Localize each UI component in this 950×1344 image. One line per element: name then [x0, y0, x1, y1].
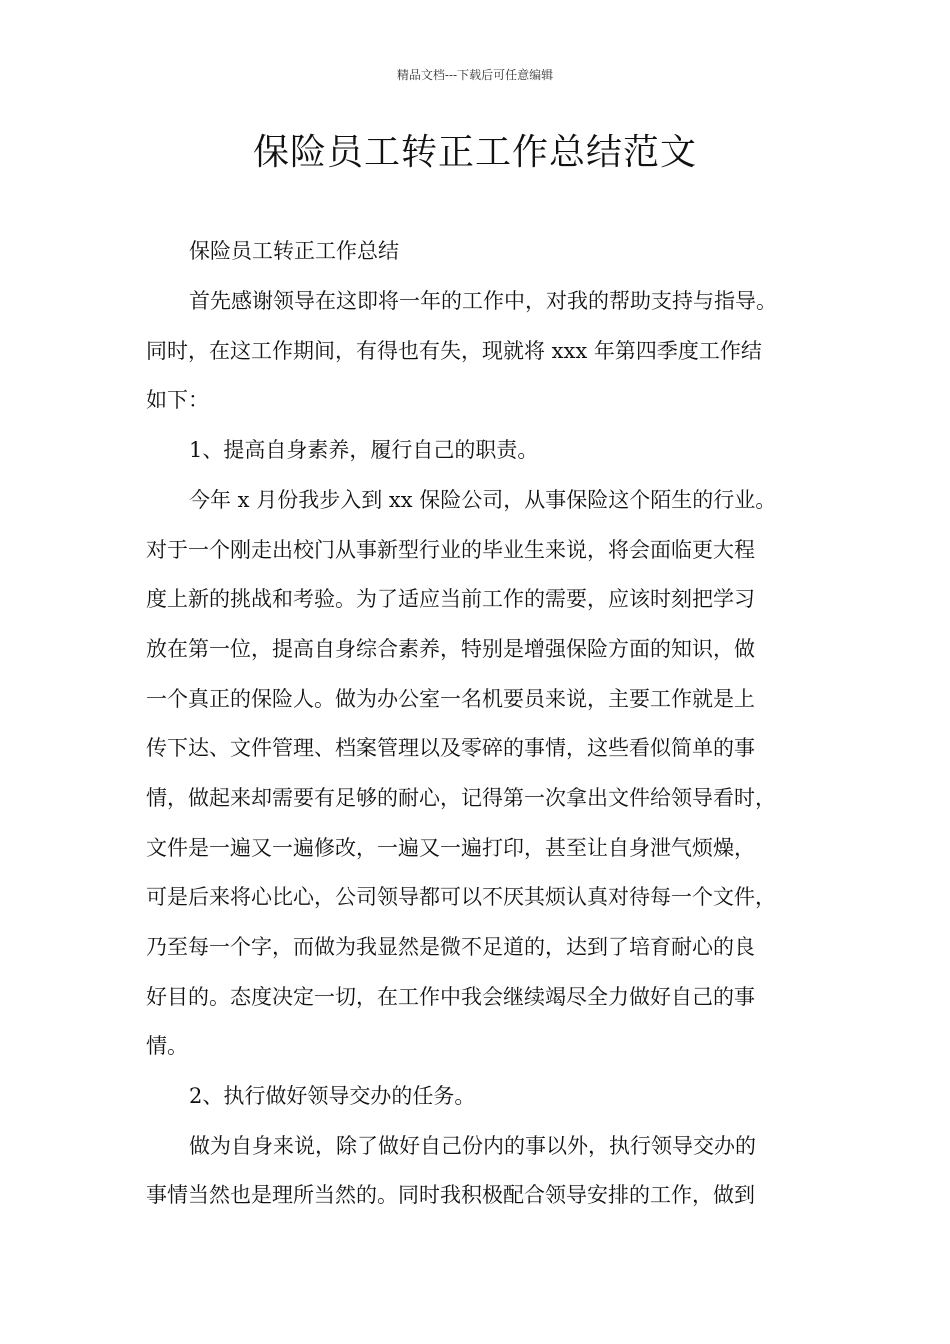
paragraph-line: 传下达、文件管理、档案管理以及零碎的事情，这些看似简单的事 [146, 736, 755, 760]
paragraph-line: 同时，在这工作期间，有得也有失，现就将 xxx 年第四季度工作结 [146, 339, 762, 363]
paragraph-line: 做为自身来说，除了做好自己份内的事以外，执行领导交办的 [189, 1134, 756, 1158]
paragraph-line: 今年 x 月份我步入到 xx 保险公司，从事保险这个陌生的行业。 [189, 488, 777, 512]
paragraph-line: 一个真正的保险人。做为办公室一名机要员来说，主要工作就是上 [146, 687, 755, 711]
paragraph-line: 度上新的挑战和考验。为了适应当前工作的需要，应该时刻把学习 [146, 587, 755, 611]
paragraph-line: 对于一个刚走出校门从事新型行业的毕业生来说，将会面临更大程 [146, 538, 755, 562]
paragraph-line: 事情当然也是理所当然的。同时我积极配合领导安排的工作，做到 [146, 1183, 755, 1207]
paragraph-line: 好目的。态度决定一切，在工作中我会继续竭尽全力做好自己的事 [146, 985, 755, 1009]
paragraph-line: 情。 [146, 1034, 188, 1058]
document-title: 保险员工转正工作总结范文 [252, 132, 697, 173]
paragraph-line: 可是后来将心比心，公司领导都可以不厌其烦认真对待每一个文件， [146, 885, 776, 909]
page-header: 精品文档---下载后可任意编辑 [396, 68, 554, 82]
list-heading: 2、执行做好领导交办的任务。 [189, 1084, 476, 1108]
paragraph-line: 放在第一位，提高自身综合素养，特别是增强保险方面的知识，做 [146, 637, 755, 661]
paragraph-line: 情，做起来却需要有足够的耐心，记得第一次拿出文件给领导看时， [146, 786, 776, 810]
paragraph-line: 如下： [146, 388, 209, 412]
list-heading: 1、提高自身素养，履行自己的职责。 [189, 438, 539, 462]
paragraph-line: 文件是一遍又一遍修改，一遍又一遍打印，甚至让自身泄气烦燥， [146, 836, 755, 860]
paragraph-line: 首先感谢领导在这即将一年的工作中，对我的帮助支持与指导。 [189, 289, 777, 313]
paragraph-line: 乃至每一个字，而做为我显然是微不足道的，达到了培育耐心的良 [146, 935, 755, 959]
section-heading: 保险员工转正工作总结 [189, 239, 399, 263]
